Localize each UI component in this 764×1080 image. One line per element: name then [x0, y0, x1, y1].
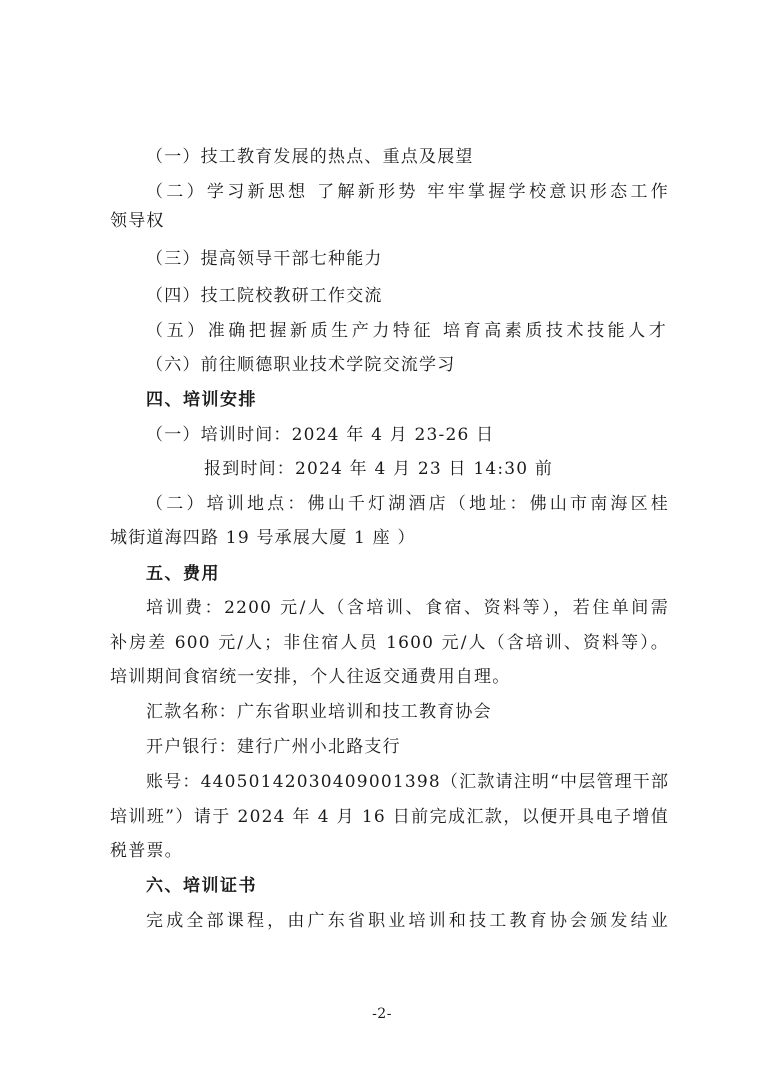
agenda-item-2: （二）学习新思想 了解新形势 牢牢掌握学校意识形态工作	[146, 182, 669, 202]
fee-paragraph-line-1: 培训费：2200 元/人（含培训、食宿、资料等），若住单间需	[146, 598, 669, 618]
agenda-item-6: （六）前往顺德职业技术学院交流学习	[146, 355, 456, 375]
registration-time: 报到时间：2024 年 4 月 23 日 14:30 前	[204, 459, 554, 479]
training-location: （二）培训地点：佛山千灯湖酒店（地址：佛山市南海区桂	[146, 494, 669, 514]
agenda-item-5: （五）准确把握新质生产力特征 培育高素质技术技能人才	[146, 321, 667, 341]
section-heading-fees: 五、费用	[146, 564, 220, 584]
certificate-paragraph: 完成全部课程，由广东省职业培训和技工教育协会颁发结业	[146, 911, 669, 931]
account-number-line-1: 账号：44050142030409001398（汇款请注明“中层管理干部	[146, 772, 670, 792]
section-heading-training-arrangement: 四、培训安排	[146, 390, 257, 410]
training-time: （一）培训时间：2024 年 4 月 23-26 日	[146, 425, 495, 445]
agenda-item-4: （四）技工院校教研工作交流	[146, 286, 383, 306]
training-location-cont: 城街道海四路 19 号承展大厦 1 座 ）	[110, 528, 416, 548]
agenda-item-3: （三）提高领导干部七种能力	[146, 249, 383, 269]
remittance-name: 汇款名称：广东省职业培训和技工教育协会	[146, 702, 492, 722]
bank-name: 开户银行：建行广州小北路支行	[146, 737, 401, 757]
agenda-item-1: （一）技工教育发展的热点、重点及展望	[146, 147, 474, 167]
fee-paragraph-line-3: 培训期间食宿统一安排，个人往返交通费用自理。	[110, 667, 511, 687]
account-number-line-3: 税普票。	[110, 841, 183, 861]
agenda-item-2-cont: 领导权	[110, 211, 165, 231]
page-number: -2-	[372, 1006, 392, 1022]
account-number-line-2: 培训班”）请于 2024 年 4 月 16 日前完成汇款，以便开具电子增值	[110, 807, 669, 827]
section-heading-certificate: 六、培训证书	[146, 876, 257, 896]
fee-paragraph-line-2: 补房差 600 元/人；非住宿人员 1600 元/人（含培训、资料等）。	[110, 633, 669, 653]
